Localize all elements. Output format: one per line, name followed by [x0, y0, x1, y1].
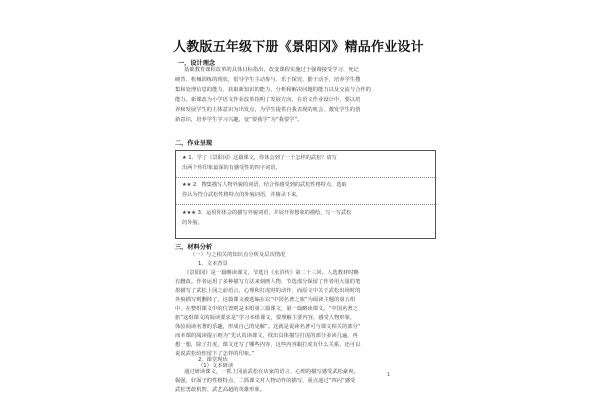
subheading: 2、课堂现状: [198, 357, 228, 363]
page-number: 1: [387, 372, 391, 378]
paragraph-line: 武松勇敢机智、武艺高超的英雄形象。: [175, 387, 266, 393]
paragraph-line: 体验阅读名著的乐趣，形成自己的见解”。这就是说读名著可与课文相关的部分“: [175, 324, 361, 330]
paragraph-line: 旅”这组课文的阅读要求是“学习本组课文，要理解主要内容，感受人物形象，: [175, 315, 356, 321]
paragraph-line: 能力。新课改为小学语文作业改革指明了发展方向，在语文作业设计中，要以培: [175, 97, 361, 103]
paragraph-line: 墨描写了武松上冈之前语言，心理和打虎时的动作，而原文中关于武松出场时的: [175, 288, 361, 294]
paragraph-line: 基础教育课程改革的具体目标指出，改变课程实施过于强调接受学习、死记: [184, 67, 359, 73]
paragraph-line: 想一想，除了打虎，课文还写了哪些内容，这些内容跟打虎有什么关系，还可以: [175, 342, 361, 348]
paragraph-line: 通过研读课文，一抓上冈前武松在店家的语言、心理的描写感受武松豪爽，: [184, 369, 359, 375]
task-2-line-2: 你认为符合武松性格特点的外貌词语，并摘录下来。: [182, 192, 302, 198]
paragraph-line: 养和发展学生的主体意识为出发点，为学生提供自我表现的机会，激发学生的创: [175, 107, 361, 113]
paragraph-line: 有删改。作者运用了多种描写方法来刻画人物，节选部分保留了作者用大量的笔: [175, 279, 361, 285]
paragraph-line: 硬背、机械训练的现状，倡导学生主动参与、乐于探究、勤于动手，培养学生搜: [175, 77, 361, 83]
task-2-line-1: ★★ 2．搜集描写人物外貌的词语，结合你感受到的武松性格特点，选取: [182, 182, 347, 188]
subheading: 1、文本背景: [198, 261, 228, 267]
paragraph-line: 说说武松给你留下了怎样的印象。”: [175, 351, 255, 357]
paragraph-line: 《景阳冈》是一篇略读课文，节选自《水浒传》第二十三回。人选教材时略: [184, 270, 359, 276]
task-divider: [176, 177, 435, 178]
paragraph-line: 外貌描写则删掉了，这篇课文被选编在以“中国名著之旅”为阅读主题的第五组: [175, 297, 356, 303]
paragraph-line: 新意识，培养学生学习兴趣，变“要我学”为“我要学”。: [175, 117, 303, 123]
task-3-line-1: ★★★ 3．运用你体会的描写外貌词语，并展开你想象的描绘，写一写武松: [182, 210, 352, 216]
section-heading-material-analysis: 三，材料分析: [175, 244, 213, 251]
paragraph-line: 集和处理信息的能力、获取新知识的能力、分析和解决问题的能力以及交流与合作的: [175, 87, 371, 93]
section-heading-assignment: 二，作业呈现: [175, 140, 213, 147]
subheading: （1）文本研读: [198, 363, 234, 369]
task-3-line-2: 的外貌。: [182, 220, 203, 226]
paragraph-line: 中，在整组课文中的位置则是本组第三篇课文，第一篇略读课文。“中国名著之: [175, 306, 358, 312]
assignment-table: [175, 150, 436, 239]
paragraph-line: 倔强，好面子的性格特点，二抓课文对人物动作的描写，重点通过“四闪”感受: [175, 378, 356, 384]
task-divider: [176, 204, 435, 205]
paragraph-line: 而本课的阅读提示则为“先认真读课文，找出具体描写打虎的部分多读几遍，再: [175, 333, 358, 339]
section-heading-design-concept: 一，设计理念: [178, 60, 216, 67]
subheading: （一）与之相关的知识点分析及层次情况: [190, 252, 286, 258]
task-1-line-1: ★ 1．学了《景阳冈》这篇课文，你体会到了一个怎样的武松？请写: [182, 155, 337, 161]
task-1-line-2: 出两个你印象最深的有感受性的四字词语。: [182, 165, 281, 171]
document-title: 人教版五年级下册《景阳冈》精品作业设计: [173, 40, 424, 55]
